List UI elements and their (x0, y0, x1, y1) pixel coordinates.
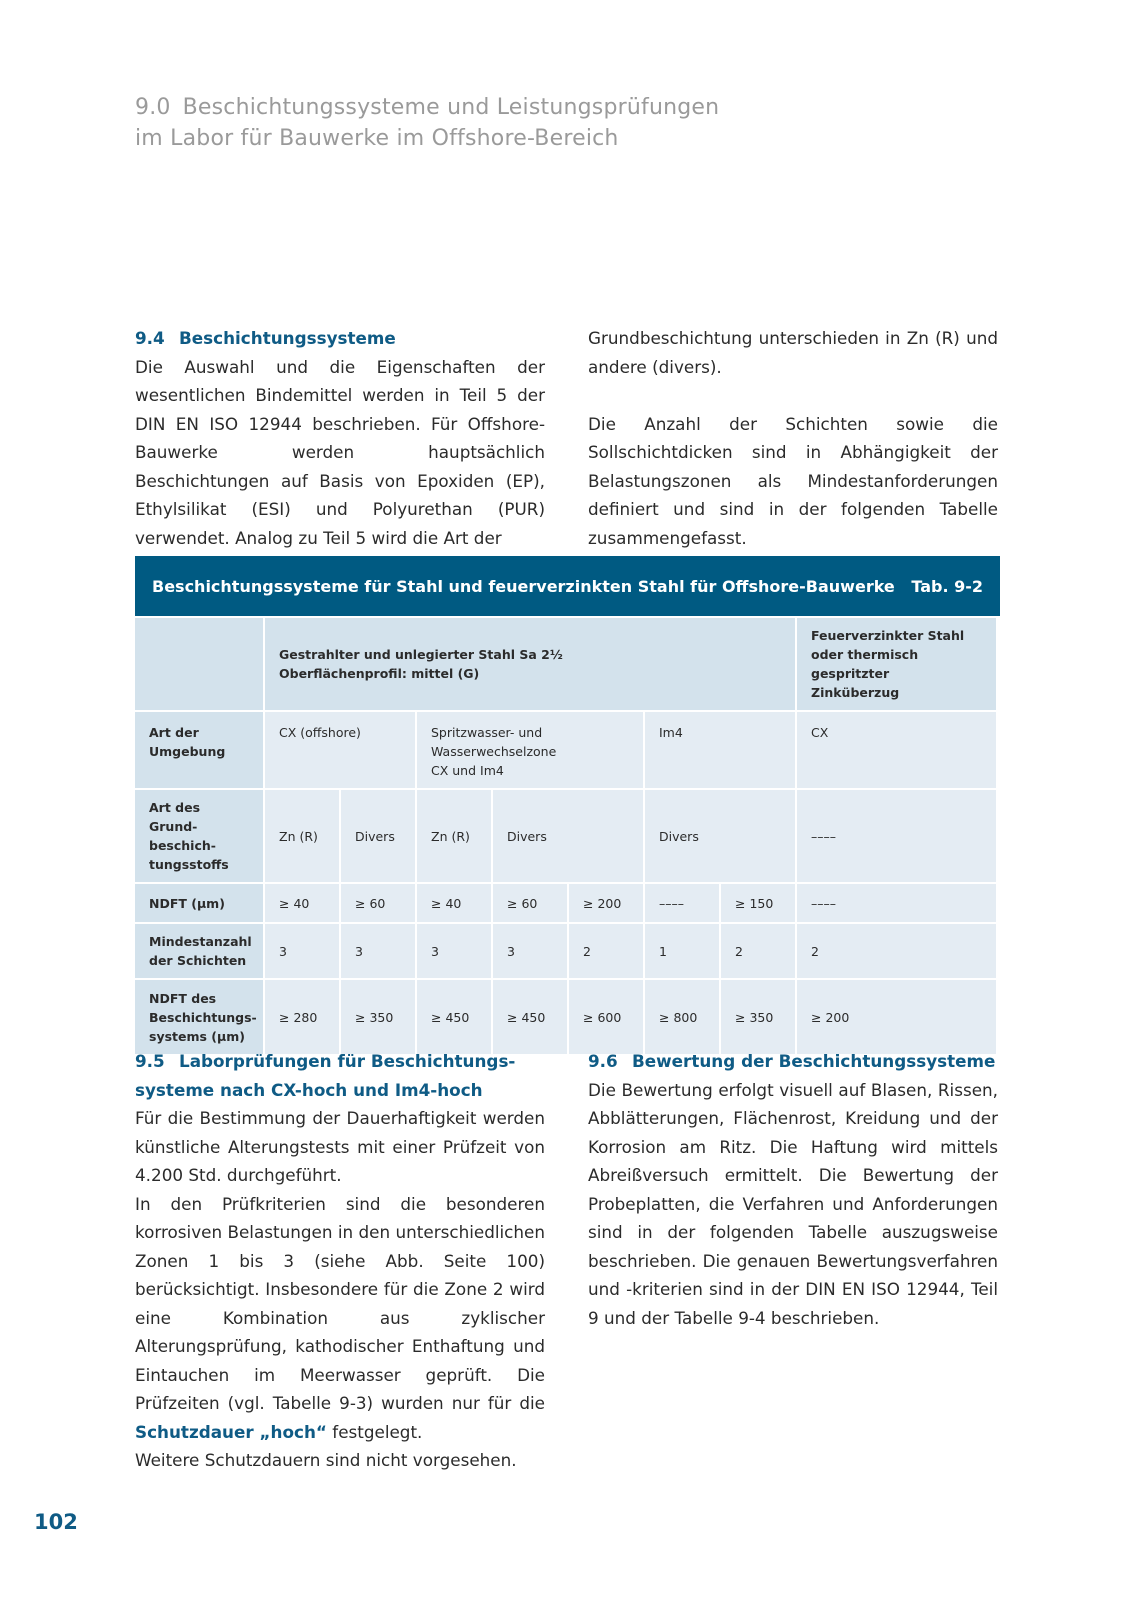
row-label-ndft-system (135, 980, 263, 1054)
section-9-5-text-2-end: festgelegt. (332, 1421, 423, 1442)
table-cell: ≥ 450 (493, 980, 567, 1054)
table-cell: 3 (493, 924, 567, 978)
table-cell: –––– (797, 790, 996, 882)
table-cell: ≥ 280 (265, 980, 339, 1054)
chapter-title-line1: Beschichtungssysteme und Leistungsprüfungen (182, 95, 720, 120)
header-galv-line2: oder thermisch gespritzter (811, 647, 919, 681)
row-label-line: beschich- (149, 838, 216, 853)
section-9-6-number: 9.6 (588, 1051, 618, 1071)
table-cell: ≥ 450 (417, 980, 491, 1054)
table-cell: Divers (645, 790, 795, 882)
table-cell: 1 (645, 924, 719, 978)
table-cell: ≥ 200 (797, 980, 996, 1054)
table-cell: ≥ 350 (721, 980, 795, 1054)
section-9-5-heading (135, 1047, 545, 1104)
table-title: Beschichtungssysteme für Stahl und feuerverzinkten Stahl für Offshore-Bauwerke (152, 576, 895, 596)
table-header-row (135, 618, 996, 710)
table-row (135, 924, 996, 978)
row-label-line: tungsstoffs (149, 857, 229, 872)
page-number: 102 (34, 1510, 78, 1534)
section-9-5-text-2 (135, 1190, 545, 1447)
row-label-line: der Schichten (149, 953, 247, 968)
table-cell: –––– (797, 884, 996, 922)
table-cell: ≥ 60 (493, 884, 567, 922)
table-cell: Zn (R) (265, 790, 339, 882)
table-cell: ≥ 60 (341, 884, 415, 922)
row-label-line: Art des Grund- (149, 800, 201, 834)
header-empty-cell (135, 618, 263, 710)
table-row (135, 790, 996, 882)
row-label-umgebung (135, 712, 263, 788)
table-cell: Zn (R) (417, 790, 491, 882)
row-label-line: Beschichtungs- (149, 1009, 257, 1025)
row-label-schichten (135, 924, 263, 978)
table-cell: 3 (417, 924, 491, 978)
section-9-5-text-3: Weitere Schutzdauern sind nicht vorgesehen. (135, 1450, 517, 1470)
row-label-line: systems (µm) (149, 1028, 245, 1044)
table-cell: ≥ 800 (645, 980, 719, 1054)
table-cell: ≥ 350 (341, 980, 415, 1054)
header-steel-group (265, 618, 795, 710)
header-steel-line2: Oberflächenprofil: mittel (G) (279, 666, 480, 681)
cell-line: Spritzwasser- und (431, 725, 543, 740)
header-galv-line1: Feuerverzinkter Stahl (811, 628, 965, 643)
section-9-5-text-2-body: In den Prüfkriterien sind die besonderen korrosiven Belastungen in den unterschiedlichen Zonen 1 bis 3 (siehe Abb. Seite 100) berücksichtigt. Insbesondere für die Zone 2 wird eine Kombination aus zyklischer Alterungsprüfung, kathodischer Enthaftung und Eintauchen im Meerwasser geprüft. Die Prüfzeiten (vgl. Tabelle 9-3) wurden nur für die (135, 1193, 545, 1413)
header-steel-line1: Gestrahlter und unlegierter Stahl Sa 2½ (279, 647, 563, 662)
table-cell: Divers (493, 790, 643, 882)
header-galvanized-group (797, 618, 996, 710)
chapter-title (135, 92, 935, 154)
schutzdauer-emphasis: Schutzdauer „hoch“ (135, 1421, 327, 1442)
table-cell: ≥ 600 (569, 980, 643, 1054)
row-label-ndft: NDFT (µm) (135, 884, 263, 922)
table-label: Tab. 9-2 (911, 576, 983, 596)
section-9-4-title: Beschichtungssysteme (179, 328, 396, 348)
section-9-4-text: Die Auswahl und die Eigenschaften der wesentlichen Bindemittel werden in Teil 5 der DIN EN ISO 12944 beschrieben. Für Offshore-Bauwerke werden hauptsächlich Beschichtungen auf Basis von Epoxiden (EP), Ethylsilikat (ESI) und Polyurethan (PUR) verwendet. Analog zu Teil 5 wird die Art der (135, 356, 545, 548)
table-cell: 2 (721, 924, 795, 978)
coating-systems-table (135, 556, 1000, 1056)
section-9-5-title-line1: Laborprüfungen für Beschichtungs- (179, 1051, 516, 1071)
table-cell: 2 (797, 924, 996, 978)
cell-line: Wasserwechselzone (431, 744, 557, 759)
section-9-6 (588, 1047, 998, 1332)
section-9-5-number: 9.5 (135, 1051, 165, 1071)
cell-spritzwasser (417, 712, 643, 788)
chapter-title-line2: im Labor für Bauwerke im Offshore-Bereich (135, 126, 619, 151)
cell-im4: Im4 (645, 712, 795, 788)
table-cell: ≥ 150 (721, 884, 795, 922)
table-cell: ≥ 200 (569, 884, 643, 922)
table-cell: 3 (265, 924, 339, 978)
table-cell: ≥ 40 (417, 884, 491, 922)
section-9-4-right-text-1: Grundbeschichtung unterschieden in Zn (R) und andere (divers). (588, 328, 998, 377)
cell-cx-offshore: CX (offshore) (265, 712, 415, 788)
row-label-line: Art der (149, 725, 199, 740)
table-cell: –––– (645, 884, 719, 922)
section-9-4-left (135, 324, 545, 552)
row-label-line: Umgebung (149, 744, 226, 759)
row-label-line: NDFT des (149, 990, 217, 1006)
table-row (135, 712, 996, 788)
section-9-4-heading (135, 324, 545, 353)
table-cell: ≥ 40 (265, 884, 339, 922)
table-cell: 2 (569, 924, 643, 978)
section-9-6-heading (588, 1047, 998, 1076)
header-galv-line3: Zinküberzug (811, 685, 900, 700)
table-cell: Divers (341, 790, 415, 882)
row-label-line: Mindestanzahl (149, 934, 252, 949)
section-9-5 (135, 1047, 545, 1475)
table-cell: 3 (341, 924, 415, 978)
section-9-6-title: Bewertung der Beschichtungssysteme (632, 1051, 996, 1071)
section-9-4-number: 9.4 (135, 328, 165, 348)
section-9-5-text-1: Für die Bestimmung der Dauerhaftigkeit werden künstliche Alterungstests mit einer Prüfzeit von 4.200 Std. durchgeführt. (135, 1108, 545, 1185)
table-title-bar (135, 556, 1000, 616)
section-9-4-right-text-2: Die Anzahl der Schichten sowie die Sollschichtdicken sind in Abhängigkeit der Belastungszonen als Mindestanforderungen definiert und sind in der folgenden Tabelle zusammengefasst. (588, 413, 998, 548)
section-9-5-title-line2: systeme nach CX-hoch und Im4-hoch (135, 1079, 483, 1100)
table-row (135, 884, 996, 922)
cell-line: CX und Im4 (431, 763, 504, 778)
table-body (133, 616, 998, 1056)
table-row (135, 980, 996, 1054)
row-label-grund (135, 790, 263, 882)
section-9-6-text: Die Bewertung erfolgt visuell auf Blasen, Rissen, Abblätterungen, Flächenrost, Kreidung und der Korrosion am Ritz. Die Haftung wird mittels Abreißversuch ermittelt. Die Bewertung der Probeplatten, die Verfahren und Anforderungen sind in der folgenden Tabelle auszugsweise beschrieben. Die genauen Bewertungsverfahren und -kriterien sind in der DIN EN ISO 12944, Teil 9 und der Tabelle 9-4 beschrieben. (588, 1079, 998, 1328)
chapter-number: 9.0 (135, 95, 171, 120)
section-9-4-right (588, 324, 998, 552)
cell-cx: CX (797, 712, 996, 788)
